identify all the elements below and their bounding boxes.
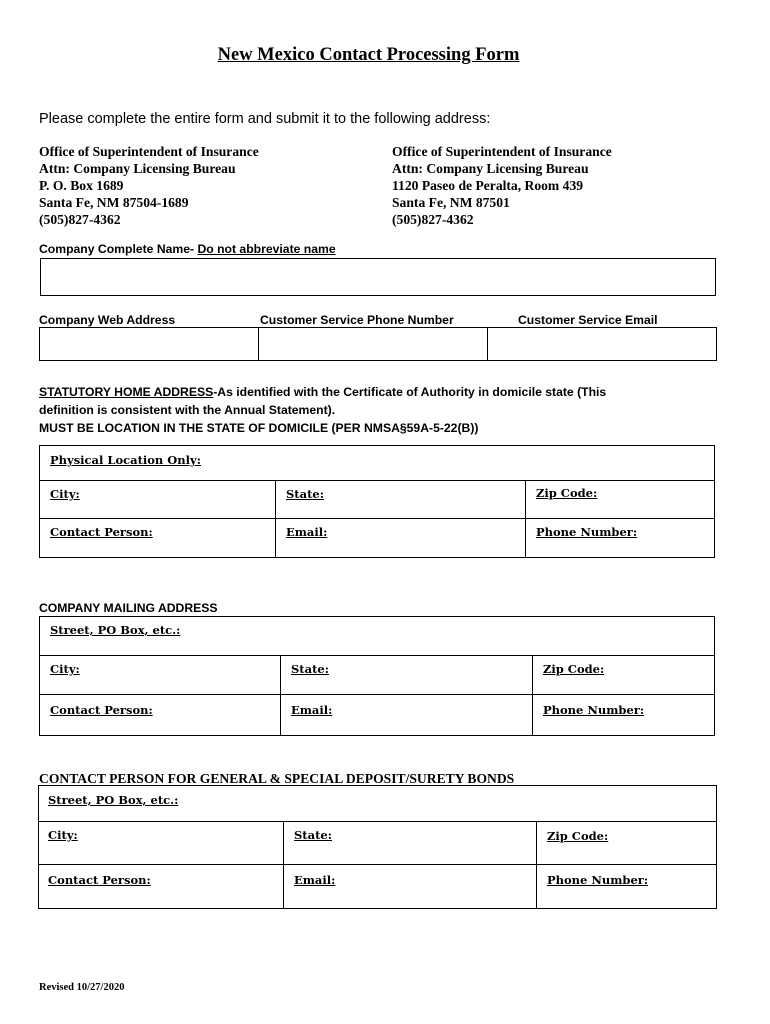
- mailing-contact-field[interactable]: [39, 694, 281, 736]
- company-name-note: Do not abbreviate name: [197, 242, 336, 256]
- state-label: State:: [294, 828, 332, 842]
- company-name-label: Company Complete Name- Do not abbreviate name: [39, 242, 336, 256]
- contact-person-label: Contact Person:: [50, 525, 153, 539]
- deposit-zip-field[interactable]: [536, 821, 717, 865]
- statutory-phone-field[interactable]: [525, 518, 715, 558]
- deposit-city-field[interactable]: [38, 821, 284, 865]
- company-name-field[interactable]: [40, 258, 716, 296]
- web-address-field[interactable]: [39, 327, 259, 361]
- state-label: State:: [286, 487, 324, 501]
- phone-number-label: Phone Number:: [543, 703, 645, 717]
- deposit-contact-field[interactable]: [38, 864, 284, 909]
- street-label: Street, PO Box, etc.:: [50, 623, 181, 637]
- statutory-requirement: MUST BE LOCATION IN THE STATE OF DOMICILE (PER NMSA§59A-5-22(B)): [39, 421, 479, 435]
- street-label: Street, PO Box, etc.:: [48, 793, 179, 807]
- city-label: City:: [50, 662, 80, 676]
- city-label: City:: [50, 487, 80, 501]
- address-line: Santa Fe, NM 87504-1689: [39, 195, 189, 210]
- address-line: Office of Superintendent of Insurance: [39, 144, 259, 159]
- statutory-email-field[interactable]: [275, 518, 526, 558]
- address-line: P. O. Box 1689: [39, 178, 124, 193]
- phone-number-label: Phone Number:: [547, 873, 649, 887]
- statutory-definition: definition is consistent with the Annual Statement).: [39, 403, 336, 417]
- address-po-box: [39, 143, 259, 228]
- address-line: Santa Fe, NM 87501: [392, 195, 510, 210]
- mailing-state-field[interactable]: [280, 655, 533, 695]
- mailing-street-field[interactable]: [39, 616, 715, 656]
- address-line: (505)827-4362: [392, 212, 474, 227]
- address-line: Attn: Company Licensing Bureau: [392, 161, 589, 176]
- physical-location-label: Physical Location Only:: [50, 453, 201, 467]
- mailing-heading: COMPANY MAILING ADDRESS: [39, 601, 218, 615]
- form-title: New Mexico Contact Processing Form: [217, 45, 520, 65]
- address-line: 1120 Paseo de Peralta, Room 439: [392, 178, 584, 193]
- deposit-state-field[interactable]: [283, 821, 537, 865]
- zip-label: Zip Code:: [543, 662, 605, 676]
- address-line: Attn: Company Licensing Bureau: [39, 161, 236, 176]
- service-email-label: Customer Service Email: [518, 313, 658, 327]
- statutory-city-field[interactable]: [39, 480, 276, 519]
- mailing-email-field[interactable]: [280, 694, 533, 736]
- statutory-contact-field[interactable]: [39, 518, 276, 558]
- intro-text: Please complete the entire form and submit it to the following address:: [39, 111, 491, 127]
- service-phone-label: Customer Service Phone Number: [260, 313, 454, 327]
- state-label: State:: [291, 662, 329, 676]
- mailing-city-field[interactable]: [39, 655, 281, 695]
- mailing-zip-field[interactable]: [532, 655, 715, 695]
- address-line: (505)827-4362: [39, 212, 121, 227]
- phone-number-label: Phone Number:: [536, 525, 638, 539]
- statutory-zip-field[interactable]: [525, 480, 715, 519]
- deposit-phone-field[interactable]: [536, 864, 717, 909]
- service-phone-field[interactable]: [258, 327, 488, 361]
- deposit-heading: CONTACT PERSON FOR GENERAL & SPECIAL DEPOSIT/SURETY BONDS: [39, 771, 515, 786]
- deposit-street-field[interactable]: [38, 785, 717, 822]
- revision-date: Revised 10/27/2020: [39, 982, 125, 993]
- contact-person-label: Contact Person:: [48, 873, 151, 887]
- statutory-state-field[interactable]: [275, 480, 526, 519]
- city-label: City:: [48, 828, 78, 842]
- web-address-label: Company Web Address: [39, 313, 176, 327]
- address-street: [392, 143, 612, 228]
- email-label: Email:: [286, 525, 328, 539]
- zip-label: Zip Code:: [536, 486, 598, 500]
- physical-location-field[interactable]: [39, 445, 715, 481]
- email-label: Email:: [291, 703, 333, 717]
- zip-label: Zip Code:: [547, 829, 609, 843]
- contact-person-label: Contact Person:: [50, 703, 153, 717]
- address-line: Office of Superintendent of Insurance: [392, 144, 612, 159]
- service-email-field[interactable]: [487, 327, 717, 361]
- email-label: Email:: [294, 873, 336, 887]
- mailing-phone-field[interactable]: [532, 694, 715, 736]
- statutory-heading: STATUTORY HOME ADDRESS-As identified with the Certificate of Authority in domicile state (This: [39, 385, 607, 399]
- deposit-email-field[interactable]: [283, 864, 537, 909]
